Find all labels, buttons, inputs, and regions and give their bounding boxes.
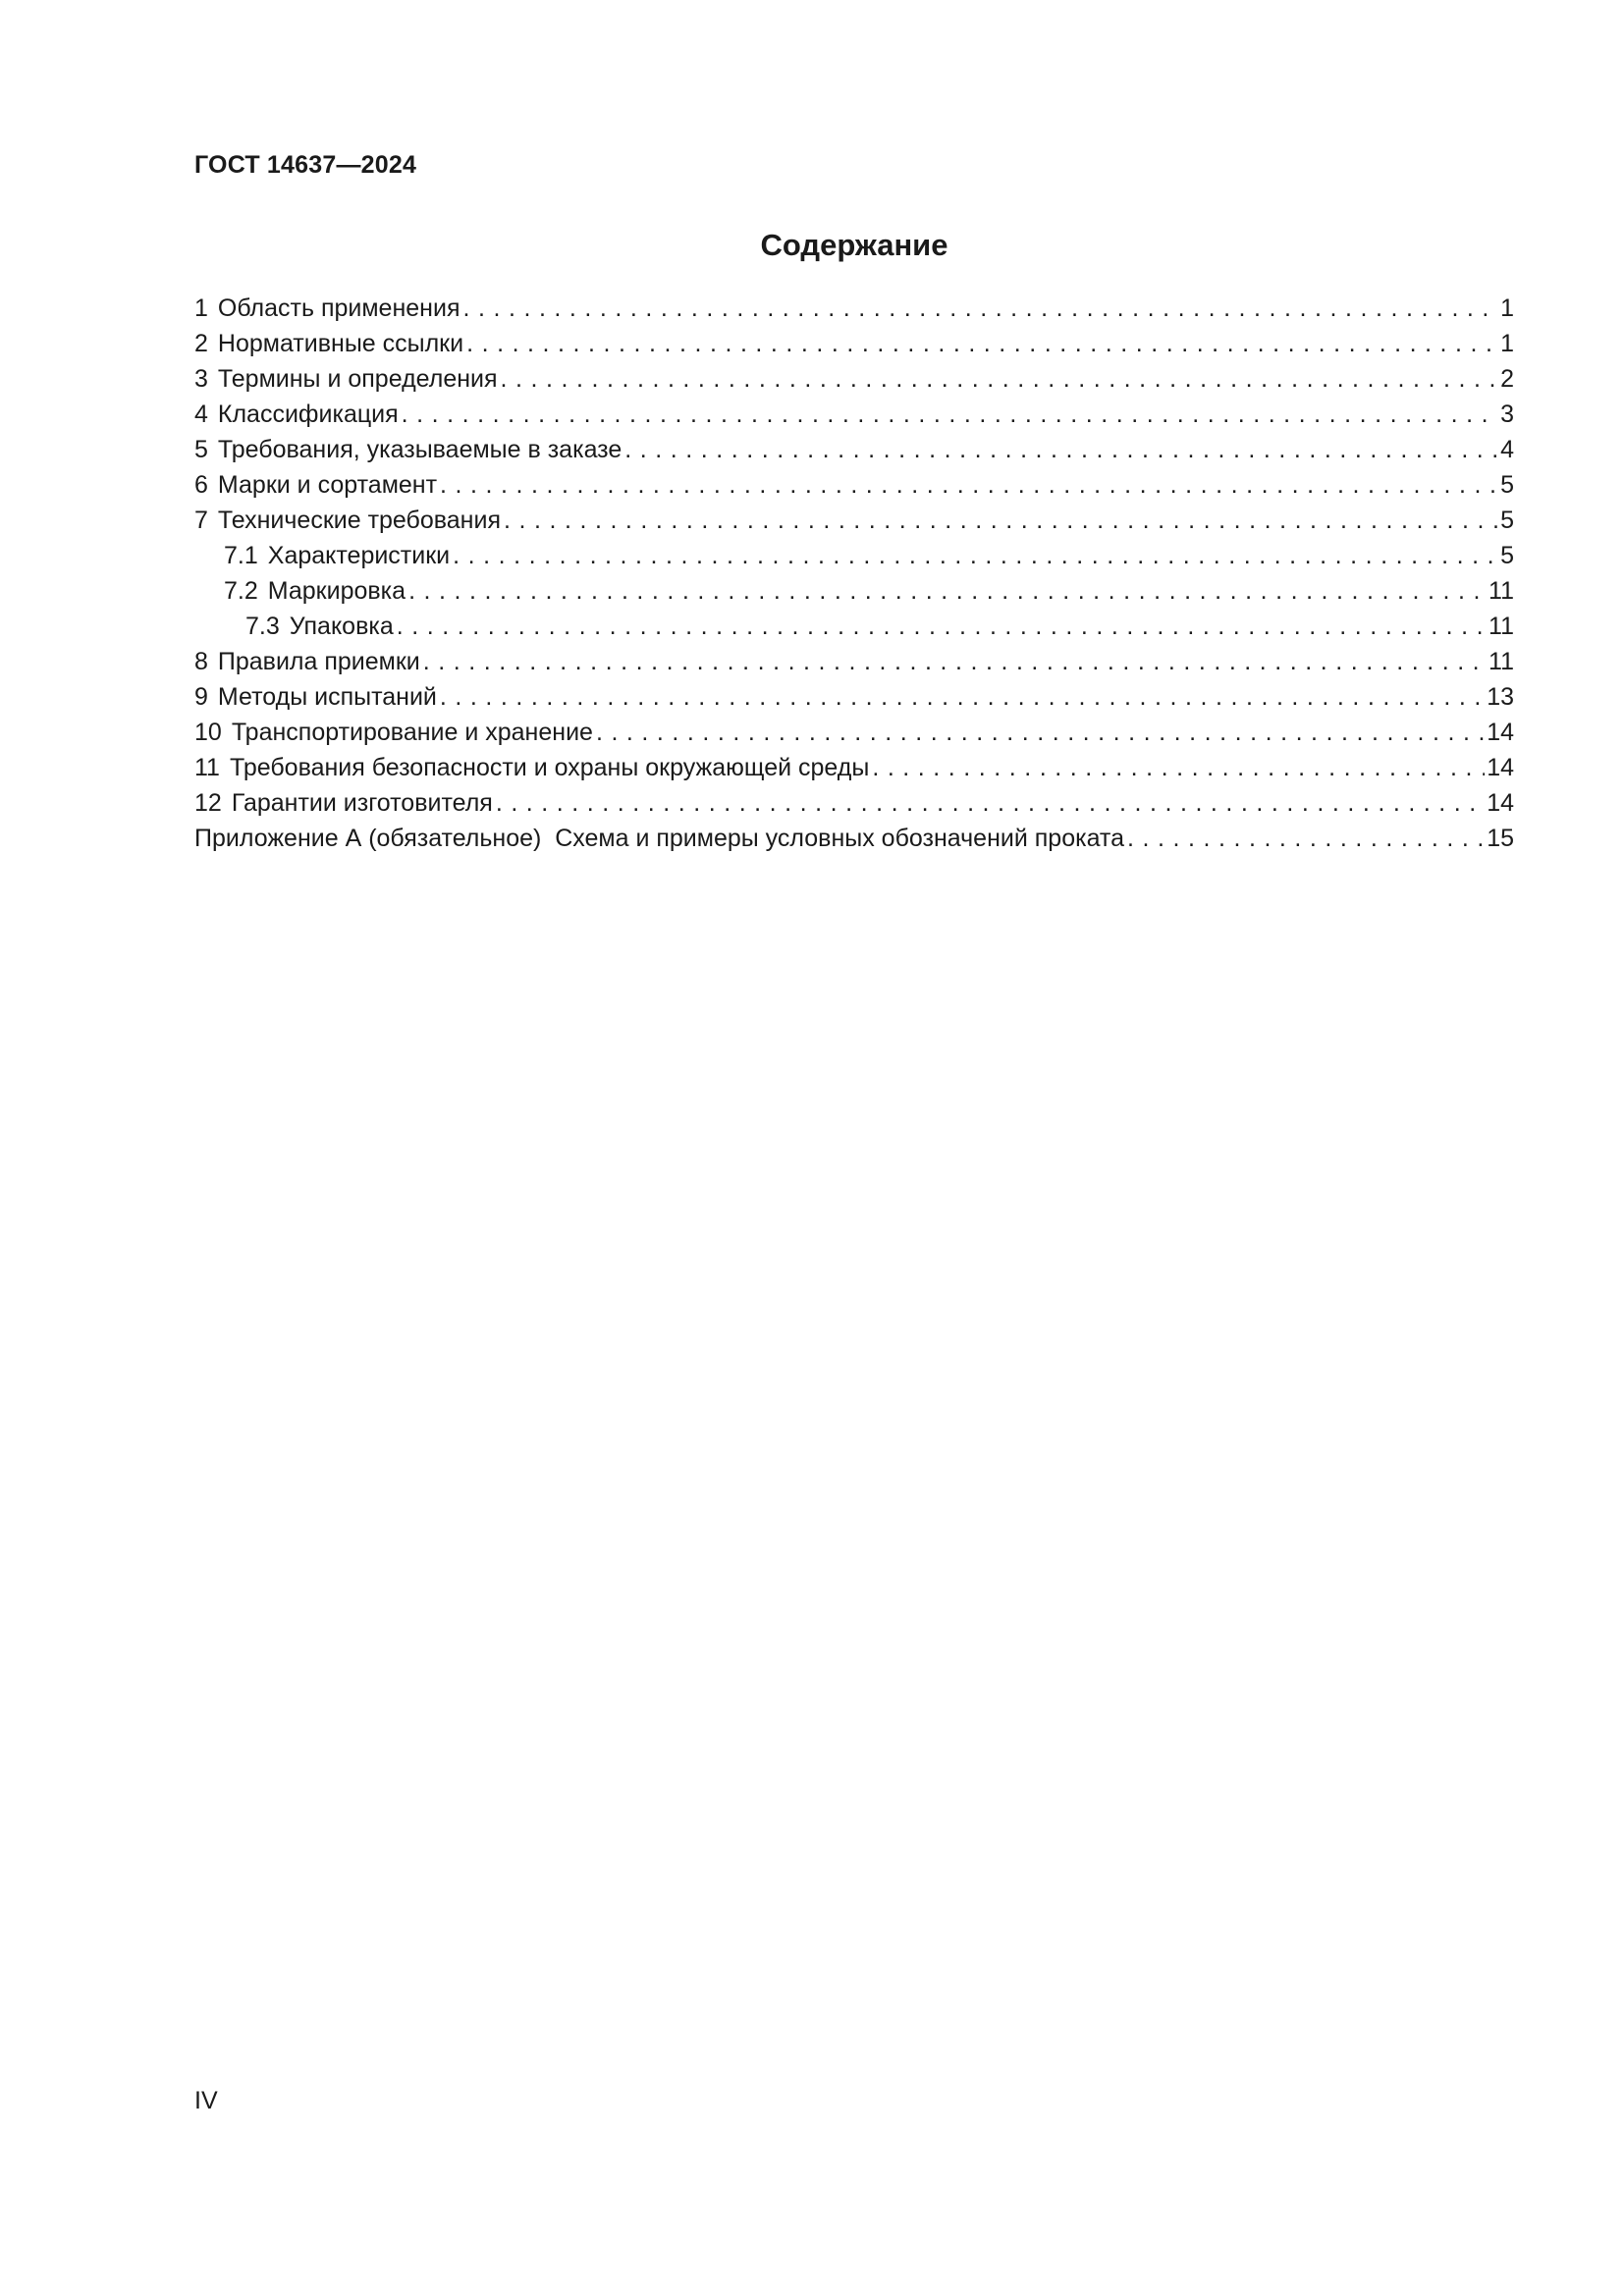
- toc-dot-leader: [440, 467, 1498, 503]
- toc-entry-label: Технические требования: [217, 507, 501, 534]
- toc-entry-page: 14: [1487, 754, 1514, 781]
- toc-entry-label: Термины и определения: [217, 365, 498, 393]
- toc-entry-label: Приложение А (обязательное) Схема и примеры условных обозначений проката: [194, 825, 1125, 852]
- toc-entry-label: Правила приемки: [217, 648, 420, 675]
- toc-dot-leader: [408, 573, 1487, 609]
- toc-entry[interactable]: [194, 503, 1514, 538]
- toc-entry[interactable]: [194, 432, 1514, 467]
- toc-entry-label: Гарантии изготовителя: [231, 789, 493, 817]
- toc-dot-leader: [872, 750, 1485, 785]
- toc-entry-number: 7.2: [224, 577, 258, 605]
- toc-entry-page: 13: [1487, 683, 1514, 711]
- toc-entry-page: 5: [1500, 471, 1514, 499]
- toc-entry-number: 4: [194, 400, 208, 428]
- toc-dot-leader: [440, 679, 1485, 715]
- toc-entry[interactable]: [194, 679, 1514, 715]
- toc-dot-leader: [596, 715, 1485, 750]
- toc-entry-number: 7: [194, 507, 208, 534]
- toc-entry-label: Требования безопасности и охраны окружающей среды: [229, 754, 870, 781]
- toc-entry[interactable]: [194, 644, 1514, 679]
- toc-entry-number: 3: [194, 365, 208, 393]
- toc-dot-leader: [496, 785, 1485, 821]
- toc-entry-number: 11: [194, 754, 220, 781]
- toc-entry-number: 7.1: [224, 542, 258, 569]
- toc-entry-page: 14: [1487, 789, 1514, 817]
- toc-entry-label: Упаковка: [289, 613, 394, 640]
- toc-entry[interactable]: [194, 750, 1514, 785]
- toc-entry-number: 10: [194, 719, 222, 746]
- toc-dot-leader: [624, 432, 1498, 467]
- toc-entry-page: 1: [1500, 330, 1514, 357]
- toc-entry-page: 11: [1489, 613, 1514, 640]
- document-code: ГОСТ 14637—2024: [194, 151, 417, 179]
- toc-entry-number: 8: [194, 648, 208, 675]
- toc-entry-appendix[interactable]: [194, 821, 1514, 856]
- toc-entry-label: Маркировка: [267, 577, 406, 605]
- table-of-contents: [194, 291, 1514, 856]
- toc-entry-page: 3: [1500, 400, 1514, 428]
- toc-entry-page: 4: [1500, 436, 1514, 463]
- toc-entry-number: 9: [194, 683, 208, 711]
- toc-entry[interactable]: [194, 715, 1514, 750]
- toc-dot-leader: [453, 538, 1498, 573]
- toc-entry[interactable]: [194, 785, 1514, 821]
- toc-dot-leader: [466, 326, 1498, 361]
- toc-entry-number: 5: [194, 436, 208, 463]
- toc-dot-leader: [1127, 821, 1485, 856]
- toc-entry-label: Требования, указываемые в заказе: [217, 436, 623, 463]
- toc-entry-page: 5: [1500, 507, 1514, 534]
- toc-entry[interactable]: [194, 326, 1514, 361]
- toc-entry-number: 12: [194, 789, 222, 817]
- toc-entry-number: 6: [194, 471, 208, 499]
- toc-dot-leader: [402, 397, 1498, 432]
- toc-entry-label: Характеристики: [267, 542, 451, 569]
- toc-subentry[interactable]: [194, 538, 1514, 573]
- toc-entry[interactable]: [194, 361, 1514, 397]
- toc-dot-leader: [501, 361, 1499, 397]
- toc-entry-page: 1: [1500, 294, 1514, 322]
- toc-entry-page: 11: [1489, 577, 1514, 605]
- toc-entry-label: Методы испытаний: [217, 683, 437, 711]
- toc-entry-page: 14: [1487, 719, 1514, 746]
- toc-entry-page: 15: [1487, 825, 1514, 852]
- toc-entry-label: Классификация: [217, 400, 399, 428]
- toc-entry[interactable]: [194, 467, 1514, 503]
- toc-entry-number: 2: [194, 330, 208, 357]
- toc-title: Содержание: [760, 228, 948, 262]
- toc-entry-label: Марки и сортамент: [217, 471, 438, 499]
- toc-entry-page: 5: [1500, 542, 1514, 569]
- toc-entry[interactable]: [194, 291, 1514, 326]
- toc-entry[interactable]: [194, 397, 1514, 432]
- toc-entry-number: 7.3: [245, 613, 280, 640]
- toc-subentry[interactable]: [194, 573, 1514, 609]
- toc-dot-leader: [397, 609, 1487, 644]
- toc-entry-label: Транспортирование и хранение: [231, 719, 593, 746]
- toc-subentry[interactable]: [194, 609, 1514, 644]
- page-number: IV: [194, 2087, 218, 2114]
- toc-dot-leader: [462, 291, 1498, 326]
- toc-dot-leader: [423, 644, 1487, 679]
- toc-entry-page: 11: [1489, 648, 1514, 675]
- toc-entry-label: Область применения: [217, 294, 460, 322]
- toc-entry-number: 1: [194, 294, 208, 322]
- toc-dot-leader: [504, 503, 1498, 538]
- toc-entry-label: Нормативные ссылки: [217, 330, 464, 357]
- toc-entry-page: 2: [1500, 365, 1514, 393]
